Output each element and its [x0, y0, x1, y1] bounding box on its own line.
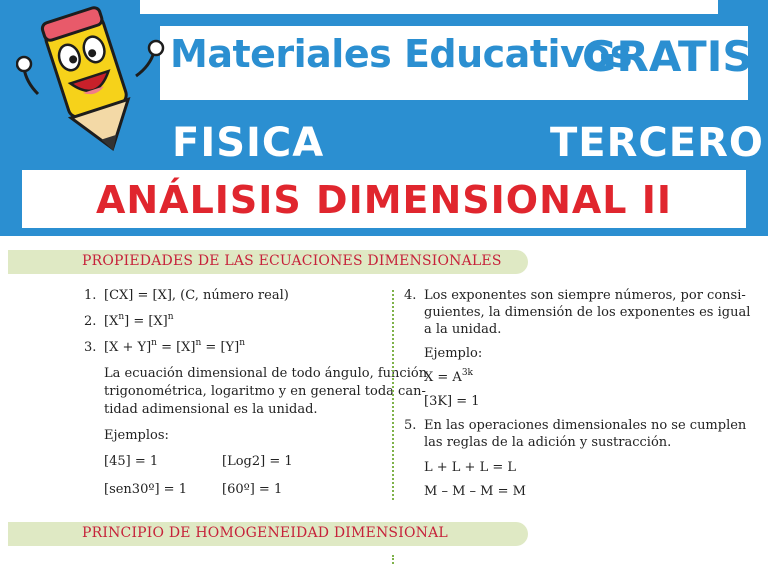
property-5-line: las reglas de la adición y sustracción.: [424, 435, 672, 450]
column-divider: [392, 290, 394, 500]
item-number: 2.: [84, 314, 97, 329]
equation-1: $X = A^{3k}$: [424, 368, 473, 385]
grade-label: TERCERO: [550, 120, 764, 166]
item-number: 3.: [84, 340, 97, 355]
section-heading-text: PRINCIPIO DE HOMOGENEIDAD DIMENSIONAL: [82, 525, 448, 541]
property-4-line: a la unidad.: [424, 322, 502, 337]
equation-2: [3K] = 1: [424, 394, 480, 409]
subject-label: FISICA: [172, 120, 325, 166]
section-heading-text: PROPIEDADES DE LAS ECUACIONES DIMENSIONALES: [82, 253, 502, 269]
item-number: 4.: [404, 288, 417, 303]
example-item: [60º] = 1: [222, 482, 283, 497]
example-item: [sen30º] = 1: [104, 482, 187, 497]
paragraph-line: La ecuación dimensional de todo ángulo, función: [104, 366, 428, 381]
site-title: Materiales Educativos: [170, 32, 633, 76]
topic-title: ANÁLISIS DIMENSIONAL II: [95, 178, 673, 222]
item-number: 5.: [404, 418, 417, 433]
section-heading-properties: [8, 250, 528, 274]
example-label: Ejemplo:: [424, 346, 483, 361]
example-item: [45] = 1: [104, 454, 159, 469]
equation-4: M – M – M = M: [424, 484, 526, 499]
site-title-tag: GRATIS: [582, 32, 753, 81]
property-4-line: guientes, la dimensión de los exponentes es igual: [424, 305, 751, 320]
paragraph-line: tidad adimensional es la unidad.: [104, 402, 318, 417]
property-2: $[X^n] = [X]^n$: [104, 312, 174, 329]
example-item: [Log2] = 1: [222, 454, 293, 469]
property-1: [CX] = [X], (C, número real): [104, 288, 289, 303]
section-heading-homogeneity: [8, 522, 528, 546]
property-4-line: Los exponentes son siempre números, por consi-: [424, 288, 746, 303]
property-3: $[X + Y]^n = [X]^n = [Y]^n$: [104, 338, 245, 355]
property-5-line: En las operaciones dimensionales no se cumplen: [424, 418, 747, 433]
examples-label: Ejemplos:: [104, 428, 169, 443]
equation-3: L + L + L = L: [424, 460, 517, 475]
paragraph-line: trigonométrica, logaritmo y en general toda can-: [104, 384, 426, 399]
column-divider: [392, 555, 394, 564]
item-number: 1.: [84, 288, 97, 303]
top-strip: [140, 0, 718, 14]
pencil-mascot-icon: [16, 2, 166, 167]
